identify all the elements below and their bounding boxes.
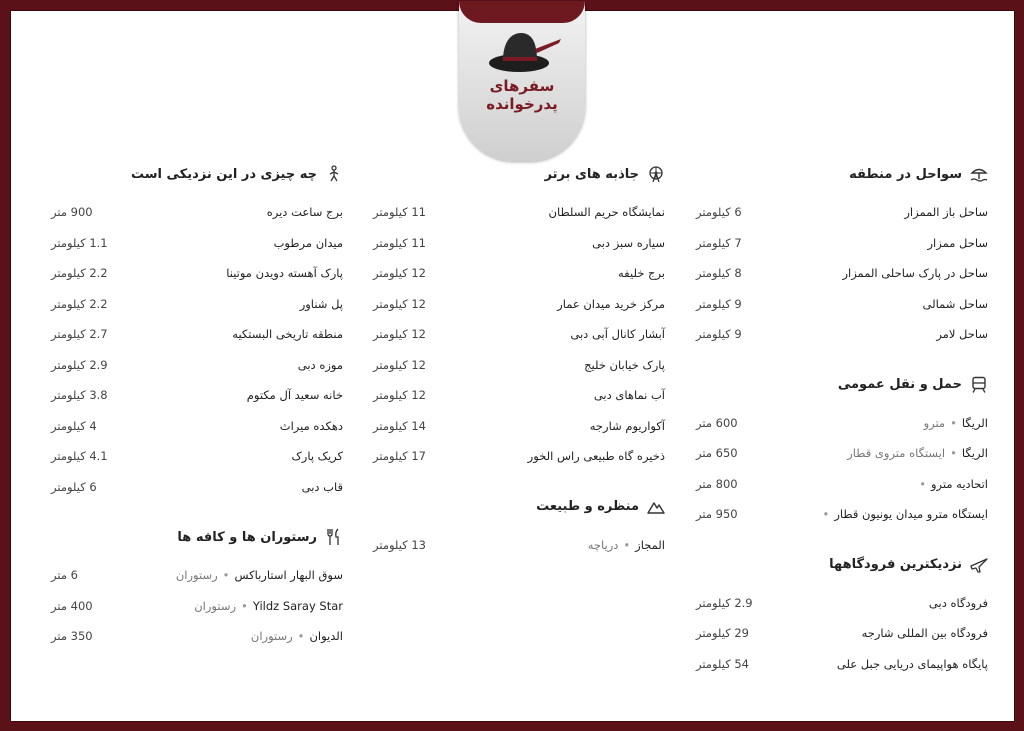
list-item[interactable] (51, 258, 343, 289)
list-item[interactable] (373, 228, 665, 259)
item-name: برج خلیفه (618, 266, 665, 281)
restaurants-section (51, 526, 343, 652)
list-item[interactable] (373, 350, 665, 381)
item-name: فرودگاه دبی (928, 595, 988, 610)
list-item[interactable]: الدیوان•رستوران 350 متر (51, 629, 343, 644)
list-item[interactable]: الریگا•مترو 600 متر (696, 415, 988, 430)
list-item[interactable] (51, 380, 343, 411)
list-item[interactable]: سوق البهار استارباکس•رستوران 6 متر (51, 568, 343, 583)
item-distance: 4 کیلومتر (51, 418, 97, 433)
item-name: سیاره سبز دبی (592, 235, 665, 250)
item-distance: 12 کیلومتر (373, 296, 426, 311)
item-name: آکواریوم شارجه (589, 418, 665, 433)
list-item[interactable] (51, 197, 343, 228)
hat-icon (487, 29, 563, 75)
restaurants-title: رستوران ها و کافه ها (177, 529, 317, 545)
item-name: نمایشگاه حریم السلطان (548, 205, 665, 220)
item-distance: 1.1 کیلومتر (51, 235, 108, 250)
item-name: ساحل ممزار (927, 235, 988, 250)
item-distance: 2.2 کیلومتر (51, 296, 108, 311)
item-name: ایستگاه مترو میدان یونیون قطار (834, 507, 988, 522)
item-distance: 6 کیلومتر (696, 205, 742, 220)
item-name: پارک خیابان خلیج (584, 357, 665, 372)
item-distance: 2.9 کیلومتر (51, 357, 108, 372)
transit-title: حمل و نقل عمومی (837, 377, 962, 392)
list-item[interactable] (51, 319, 343, 350)
list-item[interactable] (696, 258, 988, 289)
item-name: ساحل لامر (936, 327, 988, 342)
item-name: اتحادیه مترو (931, 476, 988, 491)
list-item[interactable] (373, 258, 665, 289)
list-item[interactable]: المجاز•دریاچه 13 کیلومتر (373, 537, 665, 552)
mountain-icon (647, 498, 665, 516)
item-distance: 800 متر (696, 476, 738, 491)
list-item[interactable] (373, 411, 665, 442)
item-name: برج ساعت دیره (266, 205, 343, 220)
column-middle (373, 163, 665, 584)
item-name: الریگا (961, 415, 988, 430)
item-name: میدان مرطوب (273, 235, 343, 250)
person-walking-icon (325, 165, 343, 183)
airplane-icon (970, 556, 988, 574)
item-type: رستوران (194, 598, 237, 613)
item-type: مترو (923, 415, 946, 430)
item-distance: 9 کیلومتر (696, 327, 742, 342)
item-distance: 350 متر (51, 629, 93, 644)
item-distance: 8 کیلومتر (696, 266, 742, 281)
airports-title: نزدیکترین فرودگاهها (829, 557, 962, 572)
item-distance: 600 متر (696, 415, 738, 430)
list-item[interactable] (51, 228, 343, 259)
item-name: آبشار کانال آبی دبی (570, 327, 665, 342)
list-item[interactable] (51, 472, 343, 503)
item-distance: 11 کیلومتر (373, 205, 426, 220)
item-name: پارک آهسته دویدن موتینا (226, 266, 343, 281)
item-type: دریاچه (587, 537, 619, 552)
train-icon (970, 376, 988, 394)
list-item[interactable] (51, 411, 343, 442)
list-item[interactable] (373, 197, 665, 228)
item-distance: 950 متر (696, 507, 738, 522)
item-name: Yildz Saray Star (252, 598, 343, 613)
item-name: منطقه تاریخی البستکیه (232, 327, 343, 342)
item-name: ساحل شمالی (922, 296, 988, 311)
item-distance: 4.1 کیلومتر (51, 449, 108, 464)
item-name: المجاز (635, 537, 665, 552)
item-type: رستوران (250, 629, 293, 644)
item-name: پایگاه هواپیمای دریایی جبل علی (836, 656, 988, 671)
list-item[interactable] (696, 618, 988, 649)
column-right (696, 163, 988, 703)
list-item[interactable] (51, 350, 343, 381)
item-distance: 6 کیلومتر (51, 479, 97, 494)
list-item[interactable] (696, 588, 988, 619)
item-distance: 14 کیلومتر (373, 418, 426, 433)
logo-text-line1: سفرهای (489, 77, 555, 95)
item-name: سوق البهار استارباکس (234, 568, 343, 583)
list-item[interactable] (373, 319, 665, 350)
item-name: دهکده میراث (279, 418, 343, 433)
item-distance: 7 کیلومتر (696, 235, 742, 250)
item-name: ذخیره گاه طبیعی راس الخور (527, 449, 665, 464)
beaches-title: سواحل در منطقه (849, 166, 962, 182)
list-item[interactable] (373, 441, 665, 472)
list-item[interactable] (696, 228, 988, 259)
item-name: ساحل باز الممزار (904, 205, 988, 220)
item-distance: 3.8 کیلومتر (51, 388, 108, 403)
list-item[interactable] (696, 289, 988, 320)
list-item[interactable] (696, 649, 988, 680)
item-name: قاب دبی (301, 479, 343, 494)
nature-title: منظره و طبیعت (536, 499, 639, 514)
item-name: فرودگاه بین المللی شارجه (861, 626, 988, 641)
item-distance: 2.2 کیلومتر (51, 266, 108, 281)
column-left (51, 163, 343, 676)
item-distance: 29 کیلومتر (696, 626, 749, 641)
item-distance: 17 کیلومتر (373, 449, 426, 464)
logo[interactable] (459, 1, 585, 161)
item-distance: 11 کیلومتر (373, 235, 426, 250)
content-panel (10, 10, 1015, 722)
nature-section (373, 496, 665, 561)
list-item[interactable] (373, 380, 665, 411)
list-item[interactable] (696, 197, 988, 228)
item-name: آب نماهای دبی (593, 388, 665, 403)
item-name: الدیوان (309, 629, 343, 644)
item-distance: 12 کیلومتر (373, 357, 426, 372)
transit-section (696, 374, 988, 530)
beach-icon (970, 165, 988, 183)
item-distance: 900 متر (51, 205, 93, 220)
item-type: رستوران (175, 568, 218, 583)
item-name: خانه سعید آل مکتوم (246, 388, 343, 403)
item-distance: 12 کیلومتر (373, 266, 426, 281)
list-item[interactable]: ایستگاه مترو میدان یونیون قطار• 950 متر (696, 507, 988, 522)
list-item[interactable] (373, 289, 665, 320)
item-distance: 2.9 کیلومتر (696, 595, 753, 610)
beaches-section (696, 163, 988, 350)
item-distance: 400 متر (51, 598, 93, 613)
item-name: مرکز خرید میدان عمار (557, 296, 665, 311)
list-item[interactable] (696, 319, 988, 350)
list-item[interactable] (51, 289, 343, 320)
item-name: الریگا (961, 446, 988, 461)
item-distance: 9 کیلومتر (696, 296, 742, 311)
item-distance: 54 کیلومتر (696, 656, 749, 671)
item-name: پل شناور (299, 296, 343, 311)
item-distance: 12 کیلومتر (373, 388, 426, 403)
list-item[interactable]: اتحادیه مترو• 800 متر (696, 476, 988, 491)
item-name: موزه دبی (297, 357, 343, 372)
attractions-title: جاذبه های برتر (544, 166, 639, 182)
list-item[interactable]: الریگا•ایستگاه متروی قطار 650 متر (696, 446, 988, 461)
fork-knife-icon (325, 528, 343, 546)
logo-text-line2: پدرخوانده (486, 95, 558, 113)
nearby-title: چه چیزی در این نزدیکی است (131, 166, 317, 182)
item-distance: 12 کیلومتر (373, 327, 426, 342)
logo-banner (459, 1, 585, 23)
item-name: ساحل در پارک ساحلی الممزار (842, 266, 988, 281)
airports-section (696, 554, 988, 680)
attractions-section (373, 163, 665, 472)
nearby-section (51, 163, 343, 502)
list-item[interactable]: Yildz Saray Star•رستوران 400 متر (51, 598, 343, 613)
item-distance: 650 متر (696, 446, 738, 461)
ferris-wheel-icon (647, 165, 665, 183)
list-item[interactable] (51, 441, 343, 472)
item-type: ایستگاه متروی قطار (847, 446, 946, 461)
item-distance: 13 کیلومتر (373, 537, 426, 552)
item-distance: 2.7 کیلومتر (51, 327, 108, 342)
item-distance: 6 متر (51, 568, 78, 583)
item-name: کریک پارک (291, 449, 343, 464)
